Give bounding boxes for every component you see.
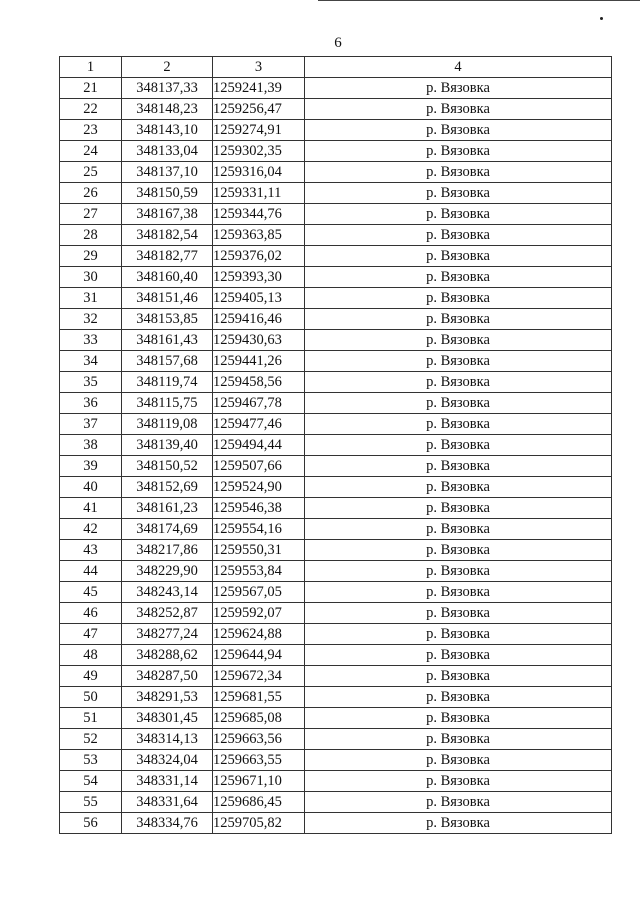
cell-x-coordinate: 348161,23	[122, 498, 213, 519]
cell-x-coordinate: 348229,90	[122, 561, 213, 582]
table-row	[60, 183, 612, 204]
cell-point-number: 53	[60, 750, 122, 771]
cell-y-coordinate: 1259441,26	[213, 351, 305, 372]
cell-y-coordinate: 1259553,84	[213, 561, 305, 582]
cell-point-number: 42	[60, 519, 122, 540]
cell-point-number: 44	[60, 561, 122, 582]
table-row	[60, 687, 612, 708]
cell-x-coordinate: 348160,40	[122, 267, 213, 288]
cell-x-coordinate: 348324,04	[122, 750, 213, 771]
cell-x-coordinate: 348331,64	[122, 792, 213, 813]
table-row	[60, 582, 612, 603]
scan-top-rule	[318, 0, 640, 1]
table-row	[60, 435, 612, 456]
cell-description: р. Вязовка	[305, 792, 612, 813]
cell-y-coordinate: 1259644,94	[213, 645, 305, 666]
cell-description: р. Вязовка	[305, 540, 612, 561]
cell-description: р. Вязовка	[305, 498, 612, 519]
table-row	[60, 330, 612, 351]
table-row	[60, 603, 612, 624]
cell-x-coordinate: 348217,86	[122, 540, 213, 561]
table-row	[60, 813, 612, 834]
cell-y-coordinate: 1259686,45	[213, 792, 305, 813]
cell-point-number: 26	[60, 183, 122, 204]
cell-description: р. Вязовка	[305, 309, 612, 330]
cell-x-coordinate: 348277,24	[122, 624, 213, 645]
table-row	[60, 351, 612, 372]
cell-point-number: 38	[60, 435, 122, 456]
header-col-y-coordinate: 3	[213, 57, 305, 78]
table-row	[60, 267, 612, 288]
cell-description: р. Вязовка	[305, 666, 612, 687]
cell-point-number: 43	[60, 540, 122, 561]
cell-point-number: 50	[60, 687, 122, 708]
table-row	[60, 729, 612, 750]
cell-x-coordinate: 348152,69	[122, 477, 213, 498]
cell-description: р. Вязовка	[305, 267, 612, 288]
cell-y-coordinate: 1259672,34	[213, 666, 305, 687]
table-row	[60, 456, 612, 477]
cell-y-coordinate: 1259331,11	[213, 183, 305, 204]
cell-description: р. Вязовка	[305, 687, 612, 708]
cell-description: р. Вязовка	[305, 645, 612, 666]
cell-description: р. Вязовка	[305, 120, 612, 141]
cell-x-coordinate: 348151,46	[122, 288, 213, 309]
cell-x-coordinate: 348174,69	[122, 519, 213, 540]
table-row	[60, 288, 612, 309]
cell-y-coordinate: 1259363,85	[213, 225, 305, 246]
table-row	[60, 519, 612, 540]
cell-point-number: 55	[60, 792, 122, 813]
cell-point-number: 45	[60, 582, 122, 603]
table-row	[60, 561, 612, 582]
table-row	[60, 393, 612, 414]
cell-x-coordinate: 348314,13	[122, 729, 213, 750]
cell-point-number: 29	[60, 246, 122, 267]
cell-x-coordinate: 348301,45	[122, 708, 213, 729]
cell-y-coordinate: 1259405,13	[213, 288, 305, 309]
cell-description: р. Вязовка	[305, 351, 612, 372]
cell-y-coordinate: 1259685,08	[213, 708, 305, 729]
cell-point-number: 40	[60, 477, 122, 498]
cell-description: р. Вязовка	[305, 162, 612, 183]
header-row	[60, 57, 612, 78]
cell-description: р. Вязовка	[305, 456, 612, 477]
coordinates-table	[59, 56, 612, 834]
cell-point-number: 28	[60, 225, 122, 246]
cell-x-coordinate: 348287,50	[122, 666, 213, 687]
cell-description: р. Вязовка	[305, 603, 612, 624]
table-body	[60, 78, 612, 834]
table-row	[60, 792, 612, 813]
cell-point-number: 52	[60, 729, 122, 750]
cell-y-coordinate: 1259705,82	[213, 813, 305, 834]
cell-description: р. Вязовка	[305, 183, 612, 204]
cell-point-number: 49	[60, 666, 122, 687]
table-row	[60, 771, 612, 792]
cell-description: р. Вязовка	[305, 582, 612, 603]
cell-description: р. Вязовка	[305, 99, 612, 120]
table-row	[60, 99, 612, 120]
cell-point-number: 54	[60, 771, 122, 792]
cell-x-coordinate: 348167,38	[122, 204, 213, 225]
cell-x-coordinate: 348243,14	[122, 582, 213, 603]
table-row	[60, 498, 612, 519]
cell-point-number: 36	[60, 393, 122, 414]
cell-description: р. Вязовка	[305, 750, 612, 771]
cell-point-number: 23	[60, 120, 122, 141]
cell-x-coordinate: 348291,53	[122, 687, 213, 708]
cell-x-coordinate: 348115,75	[122, 393, 213, 414]
cell-y-coordinate: 1259592,07	[213, 603, 305, 624]
table-row	[60, 645, 612, 666]
cell-point-number: 51	[60, 708, 122, 729]
table-header	[60, 57, 612, 78]
cell-y-coordinate: 1259550,31	[213, 540, 305, 561]
cell-x-coordinate: 348150,52	[122, 456, 213, 477]
cell-description: р. Вязовка	[305, 372, 612, 393]
cell-x-coordinate: 348334,76	[122, 813, 213, 834]
cell-description: р. Вязовка	[305, 414, 612, 435]
header-col-point-number: 1	[60, 57, 122, 78]
table-row	[60, 162, 612, 183]
cell-description: р. Вязовка	[305, 141, 612, 162]
cell-x-coordinate: 348252,87	[122, 603, 213, 624]
cell-description: р. Вязовка	[305, 624, 612, 645]
cell-point-number: 30	[60, 267, 122, 288]
cell-x-coordinate: 348161,43	[122, 330, 213, 351]
cell-point-number: 48	[60, 645, 122, 666]
cell-point-number: 41	[60, 498, 122, 519]
table-row	[60, 78, 612, 99]
cell-y-coordinate: 1259554,16	[213, 519, 305, 540]
cell-y-coordinate: 1259681,55	[213, 687, 305, 708]
cell-point-number: 22	[60, 99, 122, 120]
cell-x-coordinate: 348119,74	[122, 372, 213, 393]
cell-description: р. Вязовка	[305, 288, 612, 309]
cell-point-number: 21	[60, 78, 122, 99]
table-row	[60, 141, 612, 162]
cell-y-coordinate: 1259241,39	[213, 78, 305, 99]
cell-description: р. Вязовка	[305, 393, 612, 414]
table-row	[60, 750, 612, 771]
page-number: 6	[334, 35, 342, 51]
cell-y-coordinate: 1259416,46	[213, 309, 305, 330]
cell-x-coordinate: 348148,23	[122, 99, 213, 120]
cell-description: р. Вязовка	[305, 330, 612, 351]
cell-y-coordinate: 1259524,90	[213, 477, 305, 498]
cell-x-coordinate: 348139,40	[122, 435, 213, 456]
cell-y-coordinate: 1259302,35	[213, 141, 305, 162]
cell-x-coordinate: 348182,77	[122, 246, 213, 267]
cell-y-coordinate: 1259477,46	[213, 414, 305, 435]
cell-point-number: 34	[60, 351, 122, 372]
cell-description: р. Вязовка	[305, 771, 612, 792]
table-row	[60, 246, 612, 267]
cell-description: р. Вязовка	[305, 519, 612, 540]
cell-point-number: 31	[60, 288, 122, 309]
cell-description: р. Вязовка	[305, 708, 612, 729]
cell-description: р. Вязовка	[305, 477, 612, 498]
cell-x-coordinate: 348157,68	[122, 351, 213, 372]
cell-point-number: 24	[60, 141, 122, 162]
cell-point-number: 56	[60, 813, 122, 834]
cell-x-coordinate: 348288,62	[122, 645, 213, 666]
cell-y-coordinate: 1259393,30	[213, 267, 305, 288]
cell-description: р. Вязовка	[305, 729, 612, 750]
header-col-x-coordinate: 2	[122, 57, 213, 78]
cell-x-coordinate: 348119,08	[122, 414, 213, 435]
table-row	[60, 225, 612, 246]
cell-y-coordinate: 1259316,04	[213, 162, 305, 183]
cell-point-number: 35	[60, 372, 122, 393]
table-row	[60, 540, 612, 561]
table-row	[60, 708, 612, 729]
cell-y-coordinate: 1259507,66	[213, 456, 305, 477]
cell-y-coordinate: 1259344,76	[213, 204, 305, 225]
cell-y-coordinate: 1259663,55	[213, 750, 305, 771]
cell-point-number: 37	[60, 414, 122, 435]
cell-y-coordinate: 1259256,47	[213, 99, 305, 120]
cell-x-coordinate: 348331,14	[122, 771, 213, 792]
cell-description: р. Вязовка	[305, 204, 612, 225]
cell-point-number: 27	[60, 204, 122, 225]
cell-y-coordinate: 1259663,56	[213, 729, 305, 750]
cell-y-coordinate: 1259458,56	[213, 372, 305, 393]
cell-y-coordinate: 1259467,78	[213, 393, 305, 414]
cell-y-coordinate: 1259624,88	[213, 624, 305, 645]
cell-description: р. Вязовка	[305, 246, 612, 267]
cell-y-coordinate: 1259274,91	[213, 120, 305, 141]
cell-point-number: 32	[60, 309, 122, 330]
cell-y-coordinate: 1259494,44	[213, 435, 305, 456]
cell-description: р. Вязовка	[305, 561, 612, 582]
cell-description: р. Вязовка	[305, 813, 612, 834]
cell-y-coordinate: 1259376,02	[213, 246, 305, 267]
cell-point-number: 33	[60, 330, 122, 351]
cell-x-coordinate: 348143,10	[122, 120, 213, 141]
cell-description: р. Вязовка	[305, 225, 612, 246]
cell-x-coordinate: 348153,85	[122, 309, 213, 330]
cell-point-number: 47	[60, 624, 122, 645]
cell-y-coordinate: 1259567,05	[213, 582, 305, 603]
table-row	[60, 309, 612, 330]
table-row	[60, 204, 612, 225]
cell-x-coordinate: 348137,10	[122, 162, 213, 183]
cell-x-coordinate: 348133,04	[122, 141, 213, 162]
header-col-description: 4	[305, 57, 612, 78]
table-row	[60, 666, 612, 687]
table-row	[60, 372, 612, 393]
table-row	[60, 477, 612, 498]
scan-speck	[600, 17, 603, 20]
cell-description: р. Вязовка	[305, 78, 612, 99]
cell-point-number: 25	[60, 162, 122, 183]
table-row	[60, 120, 612, 141]
cell-description: р. Вязовка	[305, 435, 612, 456]
cell-point-number: 46	[60, 603, 122, 624]
cell-y-coordinate: 1259546,38	[213, 498, 305, 519]
cell-x-coordinate: 348137,33	[122, 78, 213, 99]
cell-x-coordinate: 348150,59	[122, 183, 213, 204]
table-row	[60, 414, 612, 435]
cell-x-coordinate: 348182,54	[122, 225, 213, 246]
cell-y-coordinate: 1259430,63	[213, 330, 305, 351]
table-row	[60, 624, 612, 645]
cell-y-coordinate: 1259671,10	[213, 771, 305, 792]
cell-point-number: 39	[60, 456, 122, 477]
